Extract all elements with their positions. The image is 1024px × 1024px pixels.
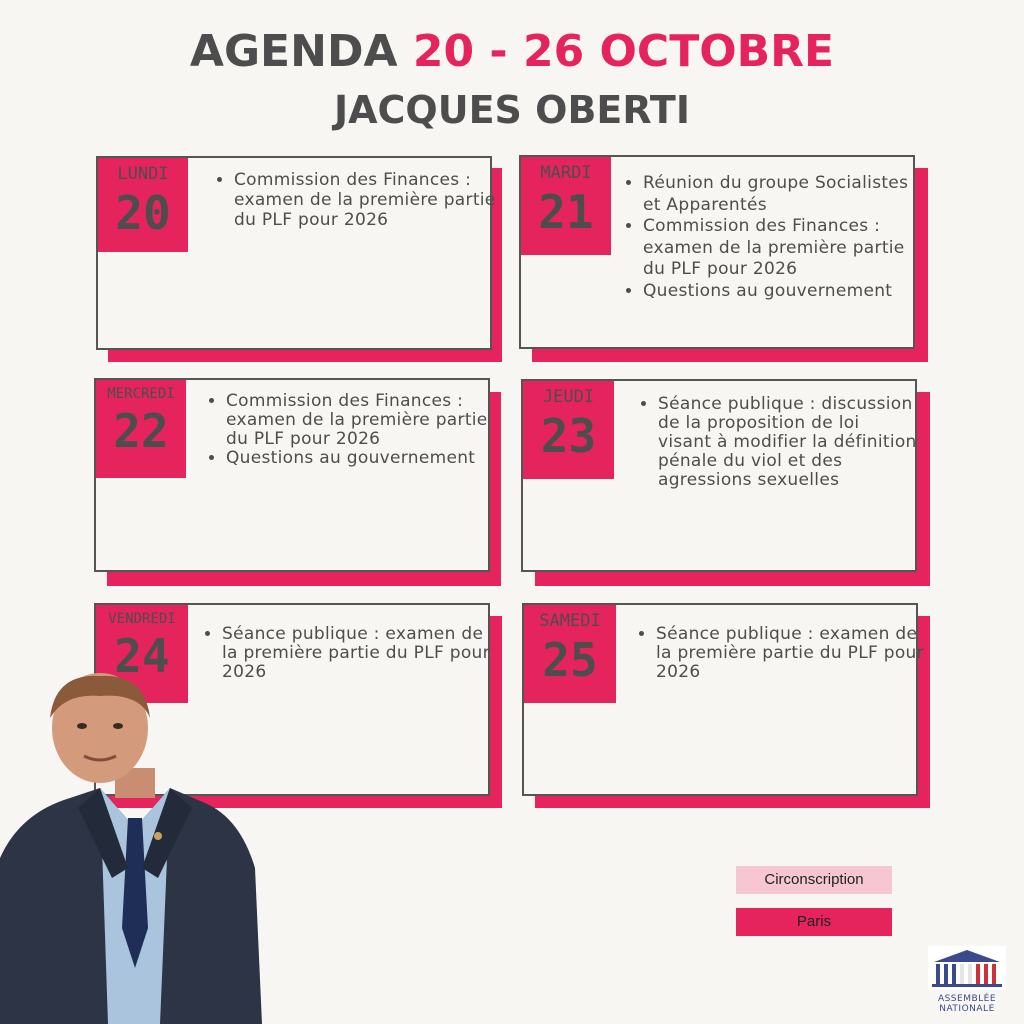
assemblee-nationale-logo [928, 946, 1006, 1018]
day-badge [521, 157, 611, 255]
title-dates: 20 - 26 OCTOBRE [412, 26, 835, 77]
event-list [623, 173, 925, 302]
event-item: • Réunion du groupe Socialistes et Apparentés [643, 173, 925, 216]
day-card-lundi [96, 156, 496, 350]
day-number: 21 [538, 185, 594, 239]
day-card-samedi [522, 603, 924, 796]
event-list [638, 395, 918, 490]
event-item: • Questions au gouvernement [226, 449, 496, 468]
day-number: 24 [114, 629, 170, 683]
page-title [0, 26, 1024, 77]
day-name: MARDI [540, 163, 592, 183]
day-badge [98, 158, 188, 252]
day-card-mardi [519, 155, 915, 349]
day-number: 22 [113, 404, 169, 458]
title-prefix: AGENDA [189, 26, 413, 77]
day-name: MERCREDI [107, 386, 175, 402]
circonscription-label: Circonscription [736, 866, 892, 894]
event-item: • Commission des Finances : examen de la première partie du PLF pour 2026 [226, 392, 496, 449]
day-card-jeudi [521, 379, 917, 572]
deputy-photo [0, 668, 270, 1024]
day-badge [524, 605, 616, 703]
day-number: 25 [542, 633, 598, 687]
day-name: SAMEDI [539, 611, 601, 631]
day-number: 20 [115, 186, 171, 240]
logo-text-line1: ASSEMBLÉE [937, 994, 997, 1004]
deputy-name: JACQUES OBERTI [334, 88, 690, 132]
event-item: • Séance publique : examen de la première partie du PLF pour 2026 [222, 625, 492, 682]
event-item: • Séance publique : discussion de la proposition de loi visant à modifier la définition pénale du viol et des agressions sexuelles [658, 395, 918, 490]
day-number: 23 [540, 409, 597, 463]
day-badge [523, 381, 614, 479]
event-list [636, 625, 926, 682]
place-label: Paris [736, 908, 892, 936]
day-name: LUNDI [117, 164, 169, 184]
logo-text-line2: NATIONALE [939, 1004, 995, 1014]
assemblee-building-icon [928, 946, 1006, 990]
event-item: • Commission des Finances : examen de la première partie du PLF pour 2026 [643, 216, 925, 281]
event-item: • Séance publique : examen de la première partie du PLF pour 2026 [656, 625, 926, 682]
event-list [214, 170, 496, 230]
day-card-mercredi [94, 378, 490, 572]
day-name: JEUDI [542, 387, 595, 407]
event-item: • Commission des Finances : examen de la première partie du PLF pour 2026 [234, 170, 496, 230]
event-item: • Questions au gouvernement [643, 281, 925, 303]
event-list [206, 392, 496, 468]
day-badge [96, 380, 186, 478]
day-name: VENDREDI [108, 611, 176, 627]
